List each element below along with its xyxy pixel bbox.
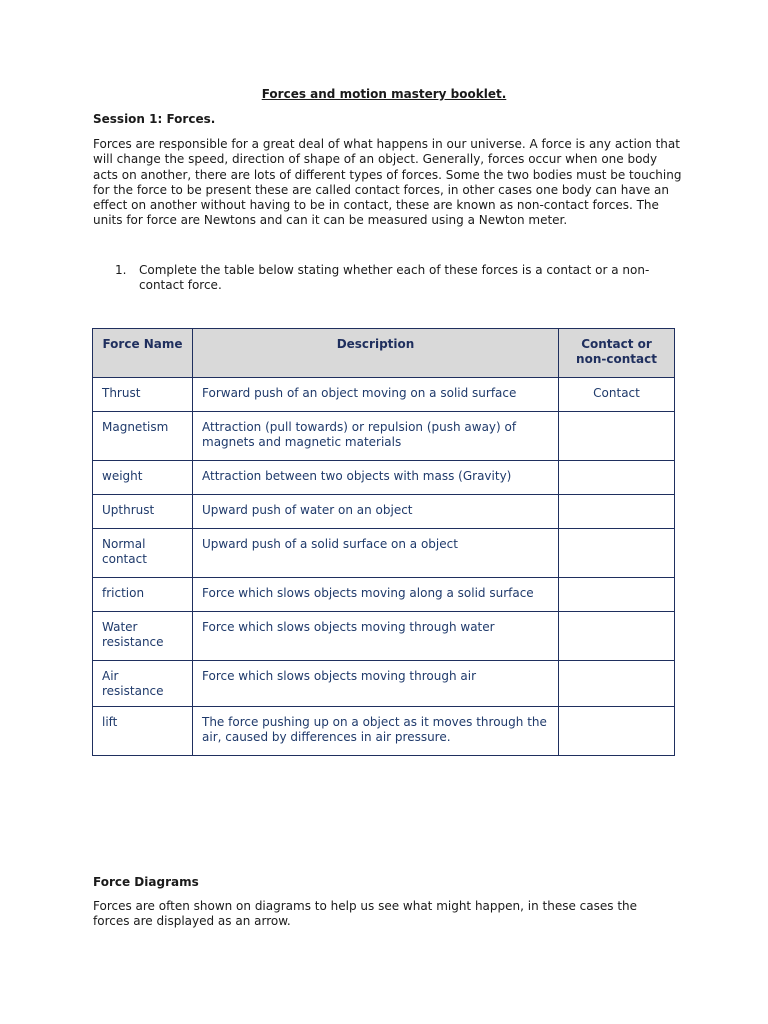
cell-contact[interactable]	[559, 612, 675, 661]
table-row	[93, 495, 675, 529]
cell-force-name: friction	[93, 578, 193, 612]
cell-contact[interactable]	[559, 529, 675, 578]
force-diagrams-text: Forces are often shown on diagrams to help us see what might happen, in these cases the forces are displayed as an arrow.	[93, 899, 638, 929]
cell-description: Attraction between two objects with mass (Gravity)	[193, 461, 559, 495]
cell-description: Upward push of a solid surface on a object	[193, 529, 559, 578]
question-number: 1.	[115, 263, 127, 277]
forces-table	[92, 328, 675, 756]
question-text: Complete the table below stating whether each of these forces is a contact or a non-contact force.	[139, 263, 650, 293]
table-row	[93, 378, 675, 412]
document-title: Forces and motion mastery booklet.	[261, 87, 507, 101]
table-header-row	[93, 329, 675, 378]
table-row	[93, 612, 675, 661]
cell-contact[interactable]	[559, 578, 675, 612]
cell-contact[interactable]	[559, 661, 675, 707]
cell-description: Force which slows objects moving along a solid surface	[193, 578, 559, 612]
force-diagrams-heading: Force Diagrams	[93, 875, 199, 889]
session-heading: Session 1: Forces.	[93, 112, 216, 126]
table-row	[93, 412, 675, 461]
cell-description: The force pushing up on a object as it moves through the air, caused by differences in air pressure.	[193, 706, 559, 755]
table-row	[93, 661, 675, 707]
cell-contact[interactable]	[559, 706, 675, 755]
header-force-name: Force Name	[93, 329, 193, 378]
cell-force-name: Normal contact	[93, 529, 193, 578]
cell-force-name: Magnetism	[93, 412, 193, 461]
header-contact: Contact or non-contact	[559, 329, 675, 378]
header-description: Description	[193, 329, 559, 378]
cell-contact[interactable]: Contact	[559, 378, 675, 412]
cell-description: Force which slows objects moving through water	[193, 612, 559, 661]
cell-force-name: Upthrust	[93, 495, 193, 529]
cell-force-name: Air resistance	[93, 661, 193, 707]
table-row	[93, 529, 675, 578]
cell-description: Forward push of an object moving on a solid surface	[193, 378, 559, 412]
cell-force-name: Water resistance	[93, 612, 193, 661]
cell-contact[interactable]	[559, 495, 675, 529]
cell-contact[interactable]	[559, 412, 675, 461]
cell-description: Attraction (pull towards) or repulsion (push away) of magnets and magnetic materials	[193, 412, 559, 461]
cell-description: Force which slows objects moving through air	[193, 661, 559, 707]
cell-force-name: Thrust	[93, 378, 193, 412]
table-row	[93, 706, 675, 755]
cell-contact[interactable]	[559, 461, 675, 495]
cell-force-name: lift	[93, 706, 193, 755]
table-row	[93, 578, 675, 612]
table-row	[93, 461, 675, 495]
cell-force-name: weight	[93, 461, 193, 495]
intro-paragraph: Forces are responsible for a great deal of what happens in our universe. A force is any action that will change the speed, direction of shape of an object. Generally, forces occur when one body acts on another, there are lots of different types of forces. Some the two bodies must be touching for the force to be present these are called contact forces, in other cases one body can have an effect on another without having to be in contact, these are known as non-contact forces. The units for force are Newtons and can it can be measured using a Newton meter.	[93, 137, 682, 228]
cell-description: Upward push of water on an object	[193, 495, 559, 529]
